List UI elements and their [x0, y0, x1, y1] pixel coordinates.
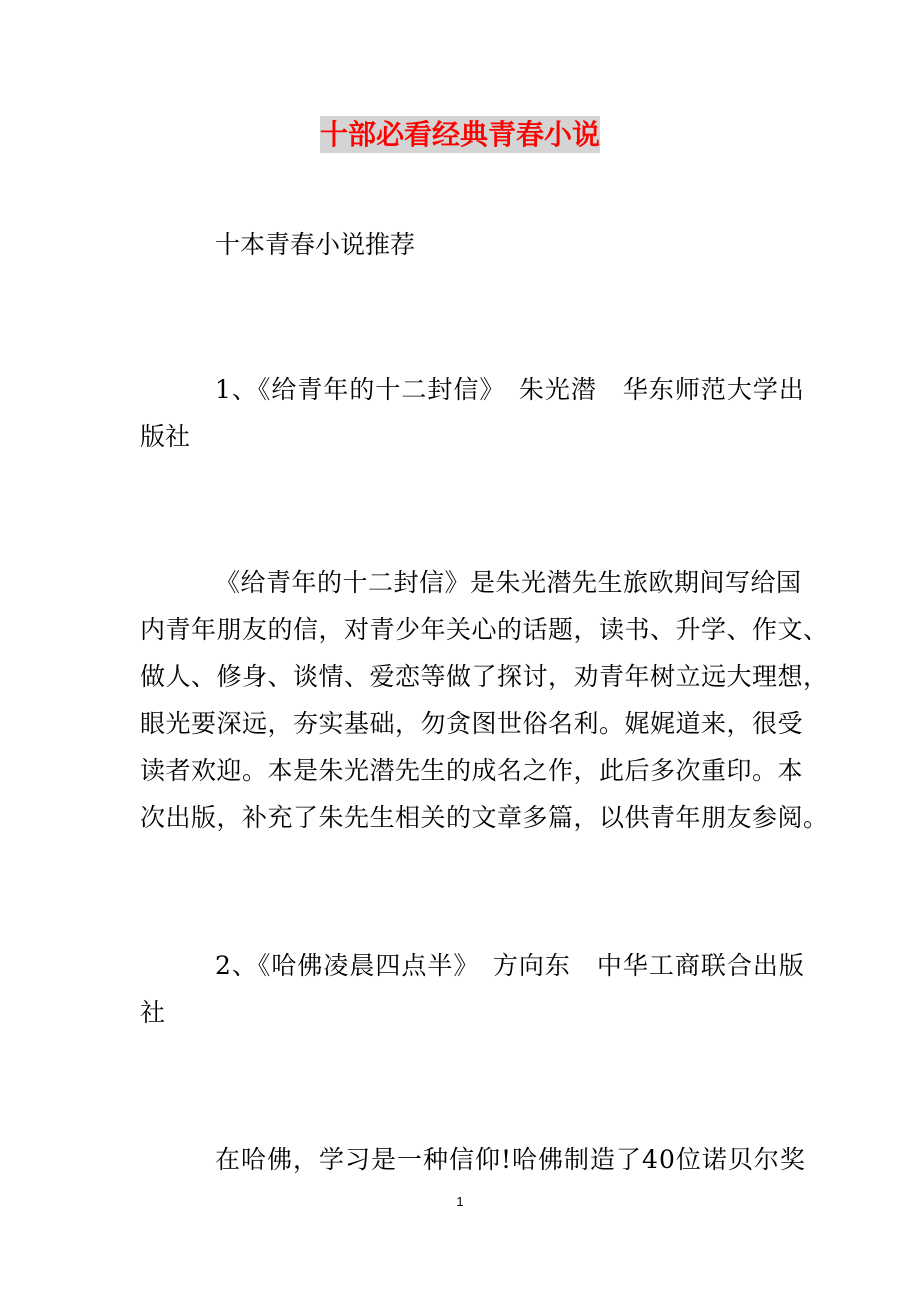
text-line: 2、《哈佛凌晨四点半》 方向东 中华工商联合出版 [215, 951, 805, 980]
text-line: 社 [140, 998, 166, 1027]
text-line: 在哈佛，学习是一种信仰!哈佛制造了40位诺贝尔奖 [215, 1145, 806, 1174]
text-line: 版社 [140, 422, 191, 451]
text-line: 读者欢迎。本是朱光潜先生的成名之作，此后多次重印。本 [140, 756, 804, 785]
text-line: 次出版，补充了朱先生相关的文章多篇，以供青年朋友参阅。 [140, 803, 829, 832]
text-line: 1、《给青年的十二封信》 朱光潜 华东师范大学出 [215, 375, 805, 404]
text-line: 眼光要深远，夯实基础，勿贪图世俗名利。娓娓道来，很受 [140, 709, 804, 738]
document-title: 十部必看经典青春小说 [319, 118, 600, 151]
text-line: 内青年朋友的信，对青少年关心的话题，读书、升学、作文、 [140, 615, 829, 644]
text-line: 做人、修身、谈情、爱恋等做了探讨，劝青年树立远大理想， [140, 662, 829, 691]
page-number: 1 [456, 1194, 464, 1209]
text-line: 《给青年的十二封信》是朱光潜先生旅欧期间写给国 [215, 568, 802, 597]
subtitle: 十本青春小说推荐 [215, 230, 416, 259]
